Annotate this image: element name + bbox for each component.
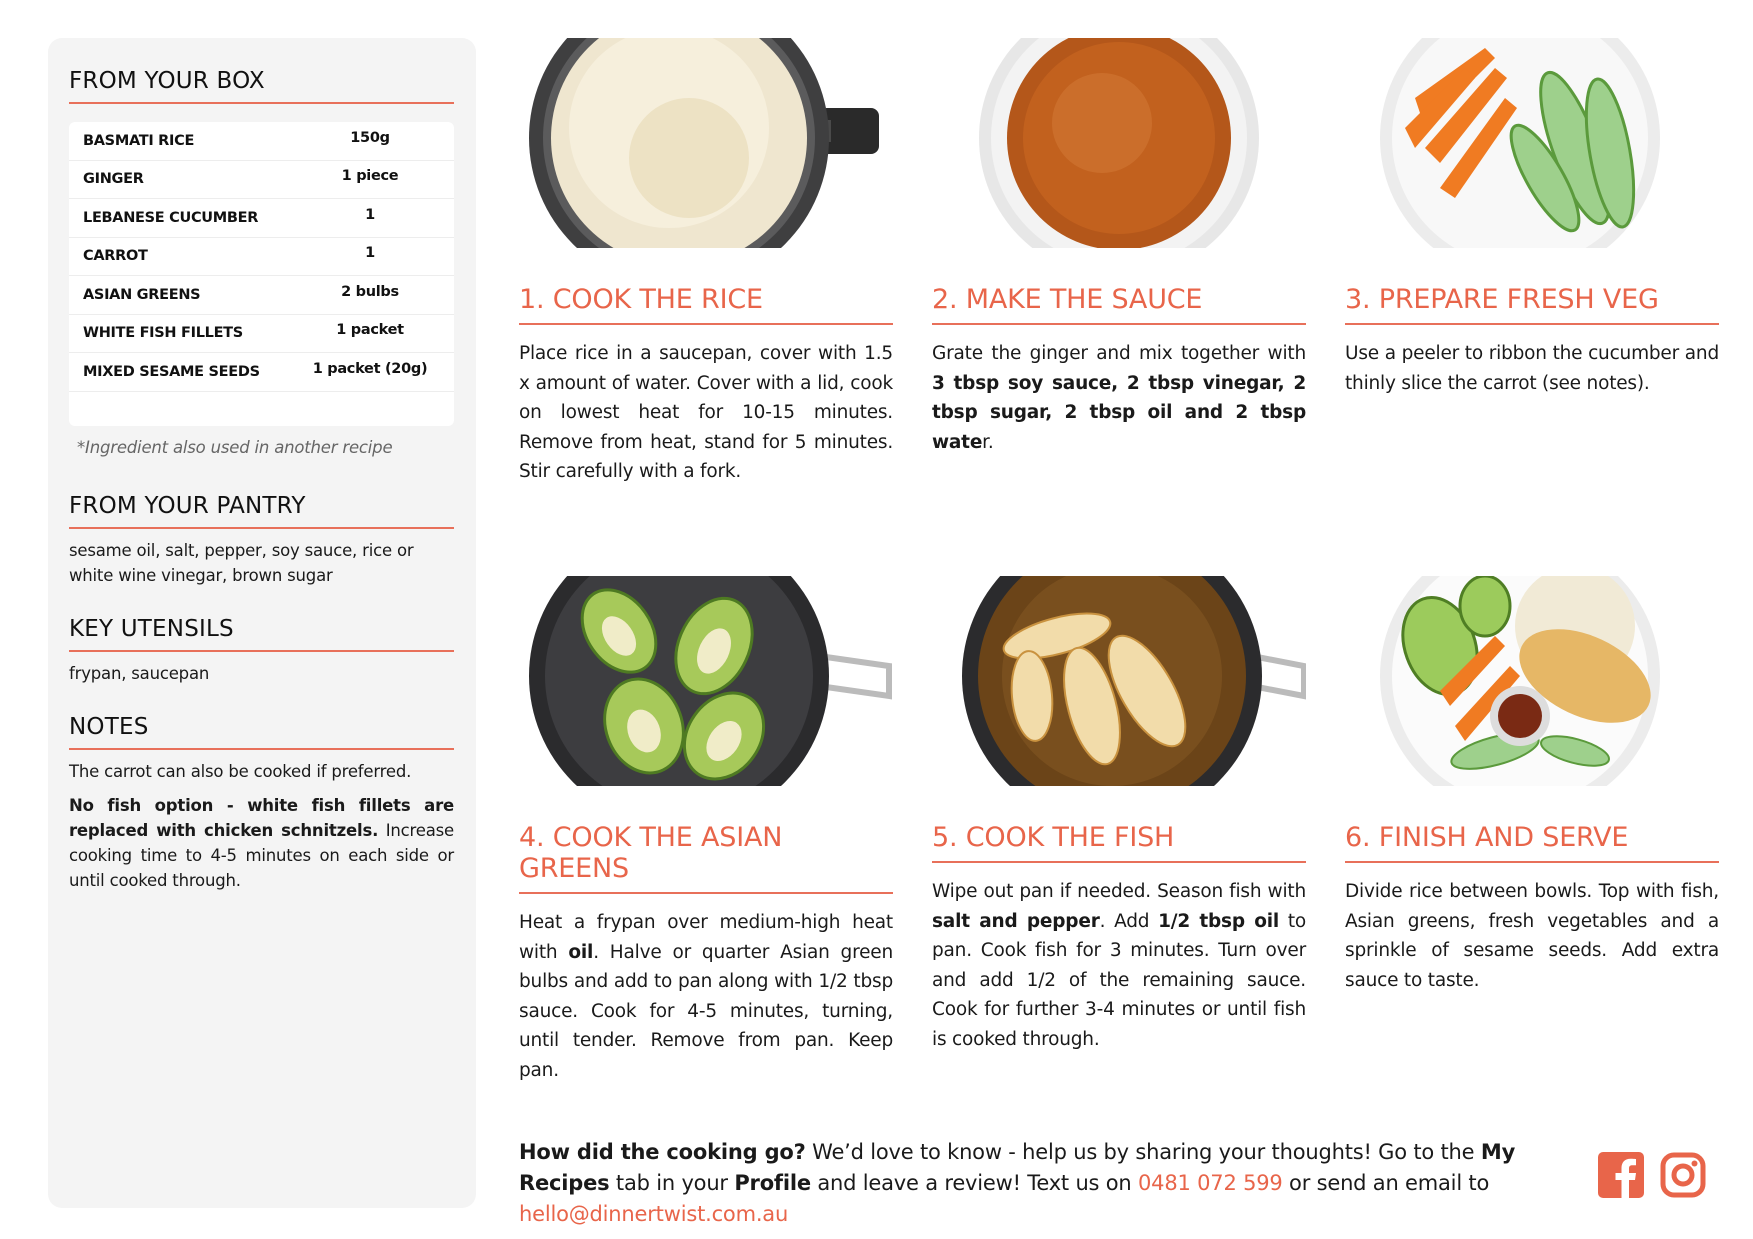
- step-3: [1345, 38, 1719, 398]
- notes-heading: NOTES: [69, 714, 454, 750]
- finished-bowl-image: [1345, 576, 1719, 786]
- sauce-bowl-image: [932, 38, 1306, 248]
- step-4-text: [519, 908, 893, 1085]
- pantry-text: sesame oil, salt, pepper, soy sauce, rice or white wine vinegar, brown sugar: [69, 540, 414, 585]
- step-4-text-b: oil: [568, 941, 594, 963]
- feedback-text-1: We’d love to know - help us by sharing your thoughts! Go to the: [805, 1140, 1481, 1164]
- step-1-title: 1. COOK THE RICE: [519, 284, 893, 325]
- from-your-box-heading: FROM YOUR BOX: [69, 68, 454, 104]
- step-5-text-a: Wipe out pan if needed. Season fish with: [932, 881, 1306, 902]
- step-5: [932, 576, 1306, 1054]
- table-row: [69, 199, 454, 238]
- profile-link[interactable]: Profile: [734, 1171, 811, 1195]
- step-6-title: 6. FINISH AND SERVE: [1345, 822, 1719, 863]
- table-row: [69, 353, 454, 392]
- step-3-text: Use a peeler to ribbon the cucumber and thinly slice the carrot (see notes).: [1345, 343, 1719, 394]
- ingredient-qty: 1 piece: [341, 168, 399, 185]
- step-2: [932, 38, 1306, 457]
- facebook-icon[interactable]: [1598, 1152, 1644, 1202]
- utensils-text: frypan, saucepan: [69, 663, 210, 683]
- fish-frypan-image: [932, 576, 1306, 786]
- step-2-text-c: r.: [982, 431, 994, 453]
- feedback-text-2: tab in your: [609, 1171, 735, 1195]
- ingredient-name: CARROT: [83, 248, 148, 265]
- feedback-text-3: and leave a review! Text us on: [810, 1171, 1139, 1195]
- asian-greens-frypan-image: [519, 576, 893, 786]
- step-5-title: 5. COOK THE FISH: [932, 822, 1306, 863]
- step-5-text-e: to pan. Cook fish for 3 minutes. Turn over and add 1/2 of the remaining sauce. Cook for further 3-4 minutes or until fish is cooked through.: [932, 910, 1307, 1050]
- ingredients-sidebar: [48, 38, 476, 1208]
- step-3-title: 3. PREPARE FRESH VEG: [1345, 284, 1719, 325]
- step-2-text-b: 3 tbsp soy sauce, 2 tbsp vinegar, 2 tbsp sugar, 2 tbsp oil and 2 tbsp wate: [932, 372, 1306, 453]
- ingredient-qty: 1 packet: [336, 322, 404, 339]
- step-1: [519, 38, 893, 487]
- step-5-text: [932, 877, 1306, 1054]
- table-row: [69, 161, 454, 200]
- step-2-text-a: Grate the ginger and mix together with: [932, 343, 1306, 364]
- feedback-text-4: or send an email to: [1282, 1171, 1490, 1195]
- notes-section: [69, 714, 454, 893]
- step-6: [1345, 576, 1719, 995]
- ingredient-name: BASMATI RICE: [83, 132, 195, 149]
- ingredient-qty: 1: [365, 206, 375, 223]
- step-5-text-d: 1/2 tbsp oil: [1158, 910, 1280, 932]
- feedback-question: How did the cooking go?: [519, 1140, 806, 1164]
- step-5-text-b: salt and pepper: [932, 910, 1100, 932]
- ingredient-name: ASIAN GREENS: [83, 286, 201, 303]
- pantry-heading: FROM YOUR PANTRY: [69, 493, 454, 529]
- fresh-veg-plate-image: [1345, 38, 1719, 248]
- step-1-text: Place rice in a saucepan, cover with 1.5 x amount of water. Cover with a lid, cook on lowest heat for 10-15 minutes. Remove from heat, stand for 5 minutes. Stir carefully with a fork.: [519, 343, 893, 482]
- step-6-text: Divide rice between bowls. Top with fish, Asian greens, fresh vegetables and a sprinkle of sesame seeds. Add extra sauce to taste.: [1345, 881, 1719, 991]
- step-5-text-c: . Add: [1099, 910, 1159, 932]
- note-no-fish: [69, 793, 454, 893]
- ingredient-name: WHITE FISH FILLETS: [83, 325, 243, 342]
- utensils-heading: KEY UTENSILS: [69, 616, 454, 652]
- utensils-section: [69, 616, 454, 686]
- step-2-text: [932, 339, 1306, 457]
- my-recipes-link[interactable]: My Recipes: [519, 1140, 1516, 1195]
- step-4-text-a: Heat a frypan over medium-high heat with: [519, 912, 893, 963]
- table-row: [69, 122, 454, 161]
- step-4: [519, 576, 893, 1085]
- ingredient-name: GINGER: [83, 171, 144, 188]
- note-carrot: The carrot can also be cooked if preferred.: [69, 761, 412, 781]
- phone-link[interactable]: 0481 072 599: [1138, 1171, 1283, 1195]
- note-no-fish-rest: Increase cooking time to 4-5 minutes on each side or until cooked through.: [69, 820, 454, 890]
- step-4-text-c: . Halve or quarter Asian green bulbs and add to pan along with 1/2 tbsp sauce. Cook for 4-5 minutes, turning, until tender. Remove from pan. Keep pan.: [519, 941, 893, 1081]
- email-link[interactable]: hello@dinnertwist.com.au: [519, 1202, 789, 1226]
- pantry-section: [69, 493, 454, 588]
- feedback-message: [519, 1137, 1579, 1230]
- ingredient-qty: 150g: [350, 129, 390, 146]
- ingredient-name: LEBANESE CUCUMBER: [83, 209, 259, 226]
- step-4-title: 4. COOK THE ASIAN GREENS: [519, 822, 893, 894]
- ingredient-qty: 1: [365, 245, 375, 262]
- table-row: [69, 238, 454, 277]
- rice-saucepan-image: [519, 38, 893, 248]
- table-row: [69, 276, 454, 315]
- ingredient-name: MIXED SESAME SEEDS: [83, 363, 260, 380]
- ingredient-footnote: *Ingredient also used in another recipe: [77, 437, 393, 457]
- note-no-fish-bold: No fish option - white fish fillets are replaced with chicken schnitzels.: [69, 795, 454, 840]
- ingredients-table: [69, 122, 454, 426]
- step-2-title: 2. MAKE THE SAUCE: [932, 284, 1306, 325]
- table-row: [69, 315, 454, 354]
- instagram-icon[interactable]: [1660, 1152, 1706, 1202]
- ingredient-qty: 1 packet (20g): [312, 360, 428, 377]
- ingredient-qty: 2 bulbs: [341, 283, 399, 300]
